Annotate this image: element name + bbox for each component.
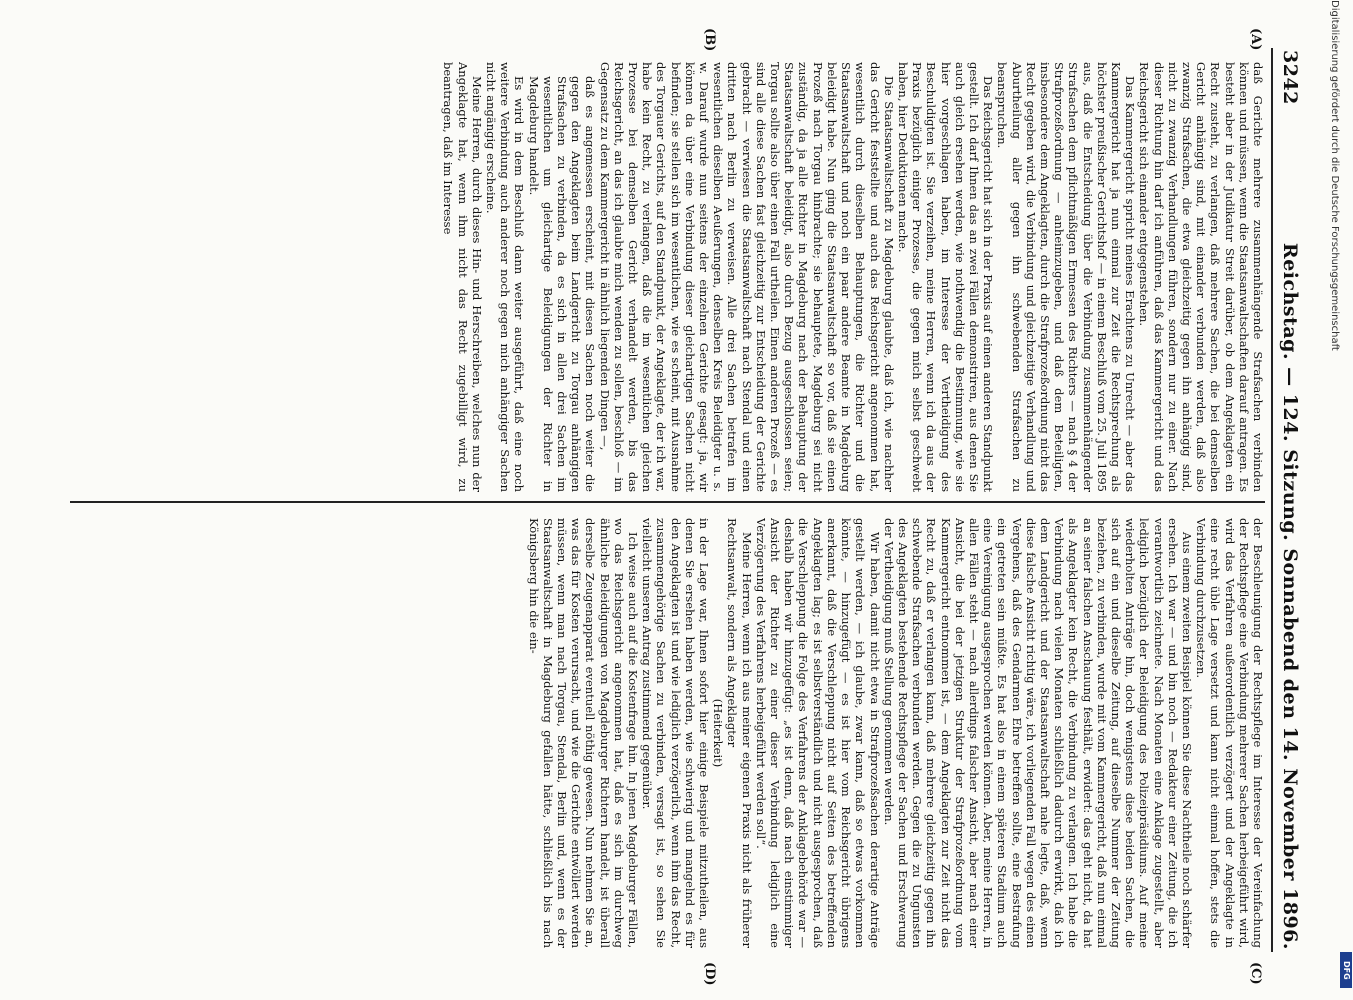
paragraph: der Beschleunigung der Rechtspflege im Interesse der Vereinfachung der Rechtspflege eine Verbindung mehrerer Sachen herbeigeführt wird, wird das Verfahren außerordentlich verzögert und der Angeklagte in eine recht üble Lage versetzt und kann nicht einmal hoffen, stets die Verbindung durchzusetzen. — [1194, 518, 1265, 948]
margin-marker-d: (D) — [702, 962, 717, 986]
paragraph: Es wird in dem Beschluß dann weiter ausgeführt, daß eine noch weitere Verbindung auch anderer noch gegen mich anhängiger Sachen nicht angängig erscheine. — [484, 62, 527, 492]
dfg-logo: DFG — [1340, 952, 1352, 988]
interjection: (Heiterkeit) — [711, 698, 726, 768]
column-divider — [70, 501, 1265, 503]
paragraph: Das Reichsgericht hat sich in der Praxis auf einen anderen Standpunkt gestellt. Ich darf Ihnen das an zwei Fällen demonstriren, aus denen Sie auch gleich ersehen werden, wie nothwendig die Bestimmung, wie sie hier vorgeschlagen haben, im Interesse der Vertheidigung des Beschuldigten ist. Sie verzeihen, meine Herren, wenn ich da aus der Praxis bezüglich einiger Prozesse, die gegen mich selbst geschwebt haben, hier Deduktionen mache. — [895, 62, 996, 492]
paragraph: Meine Herren, durch dieses Hin- und Herschreiben, welches nun der Angeklagte hat, wenn ihm nicht das Recht zugebilligt wird, zu beantragen, daß im Interesse — [441, 62, 484, 492]
margin-marker-c: (C) — [1248, 962, 1263, 985]
page-number: 3242 — [1279, 50, 1301, 105]
paragraph: in der Lage war, Ihnen sofort hier einige Beispiele mitzutheilen, aus denen Sie ersehen haben werden, wie schwierig und mangelnd es für den Angeklagten ist und wie lediglich verzögerlich, wenn ihm das Recht, zusammengehörige Sachen zu verbinden, versagt ist, so sehen Sie vielleicht unseren Antrag zustimmend gegenüber. — [640, 518, 712, 948]
digitization-credit: Digitalisierung gefördert durch die Deutsche Forschungsgemeinschaft — [1329, 0, 1340, 351]
page-header — [1269, 50, 1301, 950]
right-text-column — [70, 518, 1265, 948]
page-title: Reichstag. — 124. Sitzung. Sonnabend den 14. November 1896. — [1279, 242, 1301, 950]
paragraph: daß Gerichte mehrere zusammenhängende Strafsachen verbinden können und müssen, wenn die Staatsanwaltschaften darauf antragen. Es besteht aber in der Judikatur Streit darüber, ob dem Angeklagten ein Recht zusteht, zu verlangen, daß mehrere Sachen, die bei demselben Gericht anhängig sind, mit einander verbunden werden, daß also zwanzig Strafsachen, die etwa gleichzeitig gegen ihn anhängig sind, nicht zu zwanzig Verhandlungen führen, sondern nur zu einer. Nach dieser Richtung hin darf ich anführen, daß das Kammergericht und das Reichsgericht sich einander entgegenstehen. — [1137, 62, 1265, 492]
quoted-paragraph: daß es angemessen erscheint, mit diesen Sachen noch weiter die gegen den Angeklagten beim Landgericht zu Torgau anhängigen Strafsachen zu verbinden, da es sich in allen drei Sachen im wesentlichen um gleichartige Beleidigungen der Richter in Magdeburg handelt. — [526, 76, 598, 492]
paragraph: Aus einem zweiten Beispiel können Sie diese Nachtheile noch schärfer ersehen. Ich war — und bin noch — Redakteur einer Zeitung, die ich verantwortlich zeichnete. Nach Monaten eine Anklage zugestellt, aber lediglich bezüglich der Beleidigung des Polizeipräsidiums. Auf meine wiederholten Anträge hin, doch wenigstens diese beiden Sachen, die sich auf ein und dieselbe Zeitung, auf dieselbe Nummer der Zeitung beziehen, zu verbinden, wurde mit vom Kammergericht, daß nun einmal an seiner falschen Anschauung festhält, erwidert: das geht nicht, da hat als Angeklagter kein Recht, die Verbindung zu verlangen. Ich habe die Verbindung nach vielen Monaten schließlich dadurch erwirkt, daß ich dem Landgericht und der Staatsanwaltschaft nahe legte, daß, wenn diese falsche Ansicht richtig wäre, ich vorliegenden Fall wegen des einen Vergehens, daß des Gendarmen Ehre betreffen sollte, eine Bestrafung ein getreten sein müßte. Es hat also in einem späteren Stadium auch eine Vereinigung ausgesprochen werden können. Aber, meine Herren, in allen Fällen steht — nach allerdings falscher Ansicht, aber nach einer Ansicht, die bei der jetzigen Struktur der Strafprozeßordnung vom Kammergericht entnommen ist, — dem Angeklagten zur Zeit nicht das Recht zu, daß er verlangen kann, daß mehrere gleichzeitig gegen ihn schwebende Strafsachen verbunden werden. Gegen die zu Ungunsten des Angeklagten bestehende Rechtspflege der Sachen und Erschwerung der Vertheidigung muß Stellung genommen werden. — [881, 518, 1194, 948]
paragraph: Wir haben, damit nicht etwa in Strafprozeßsachen derartige Anträge gestellt werden, — ich glaube, zwar kann, daß so etwas vorkommen könnte, — hinzugefügt — es ist hier vom Reichsgericht übrigens anerkannt, daß die Verschleppung nicht auf Seiten des betreffenden Angeklagten lag; es ist selbstverständlich und nicht ausgesprochen, daß die Verschleppung die Folge des Verfahrens der Anklagebehörde war — deshalb haben wir hinzugefügt: „es ist denn, daß nach einstimmiger Ansicht der Richter zu einer dieser Verbindung lediglich eine Verzögerung des Verfahrens herbeigeführt werden soll“. — [753, 518, 882, 948]
left-text-column — [70, 62, 1265, 492]
margin-marker-a: (A) — [1248, 28, 1263, 51]
paragraph: Meine Herren, wenn ich aus meiner eigenen Praxis nicht als früherer Rechtsanwalt, sondern als Angeklagter — [725, 518, 754, 948]
paragraph: Das Kammergericht spricht meines Erachtens zu Unrecht — aber das Kammergericht hat ja nun einmal zur Zeit die Rechtsprechung als höchster preußischer Gerichtshof — in einem Beschluß vom 25. Juli 1895 aus, daß die Entscheidung über die Verbindung zusammenhängender Strafsachen dem pflichtmäßigen Ermessen des Richters — nach § 4 der Strafprozeßordnung — anheimzugeben, und daß dem Beteiligten, insbesondere dem Angeklagten, durch die Strafprozeßordnung nicht das Recht gegeben wird, die Verbindung und gleichzeitige Verhandlung und Aburtheilung aller gegen ihn schwebenden Strafsachen zu beanspruchen. — [995, 62, 1138, 492]
paragraph: Die Staatsanwaltschaft zu Magdeburg glaubte, daß ich, wie nachher das Gericht feststellte und auch das Reichsgericht angenommen hat, wesentlich durch dieselben Behauptungen, die Richter und die Staatsanwaltschaft und noch ein paar andere Beamte in Magdeburg beleidigt habe. Nun ging die Staatsanwaltschaft so vor, daß sie einen Prozeß nach Torgau hinbrachte; sie behauptete, Magdeburg sei nicht zuständig, da ja alle Richter in Magdeburg nach der Behauptung der Staatsanwaltschaft beleidigt, also durch Bezug ausgeschlossen seien; Torgau sollte also über einen Fall urtheilen. Einen anderen Prozeß — es sind alle diese Sachen fast gleichzeitig zur Entscheidung der Gerichte gebracht — verwiesen die Staatsanwaltschaft nach Stendal und einen dritten nach Berlin zu verweisen. Alle drei Sachen betrafen im wesentlichen dieselben Aeußerungen, denselben Kreis Beleidigter u. s. w. Darauf wurde nun seitens der einzelnen Gerichte gesagt: ja, wir können da über eine Verbindung dieser gleichartigen Sachen nicht befinden; sie stellen sich im wesentlichen, wie es scheint, mit Ausnahme des Torgauer Gerichts, auf den Standpunkt, der Angeklagte, der ich war, habe kein Recht, zu verlangen, daß die im wesentlichen gleichen Prozesse bei demselben Gericht verhandelt werden, bis das Reichsgericht, an das ich glaubte mich wenden zu sollen, beschloß — im Gegensatz zu dem Kammergericht in ähnlich liegenden Dingen —, — [597, 62, 896, 492]
margin-marker-b: (B) — [702, 28, 717, 52]
paragraph: Ich weise auch auf die Kostenfrage hin. In jenen Magdeburger Fällen, wo das Reichsgericht angenommen hat, daß es sich im durchweg ähnliche Beleidigungen von Magdeburger Richtern handelt, ist überall derselbe Zeugenapparat eventuell nöthig gewesen. Nun nehmen Sie an, was das für Kosten verursacht, und wie die Gerichte entwöllert werden müssen, wenn man nach Torgau, Stendal, Berlin und, wenn es der Staatsanwaltschaft in Magdeburg gefallen hätte, schließlich bis nach Königsberg hin die ein- — [526, 518, 641, 948]
header-rule — [1271, 48, 1273, 952]
